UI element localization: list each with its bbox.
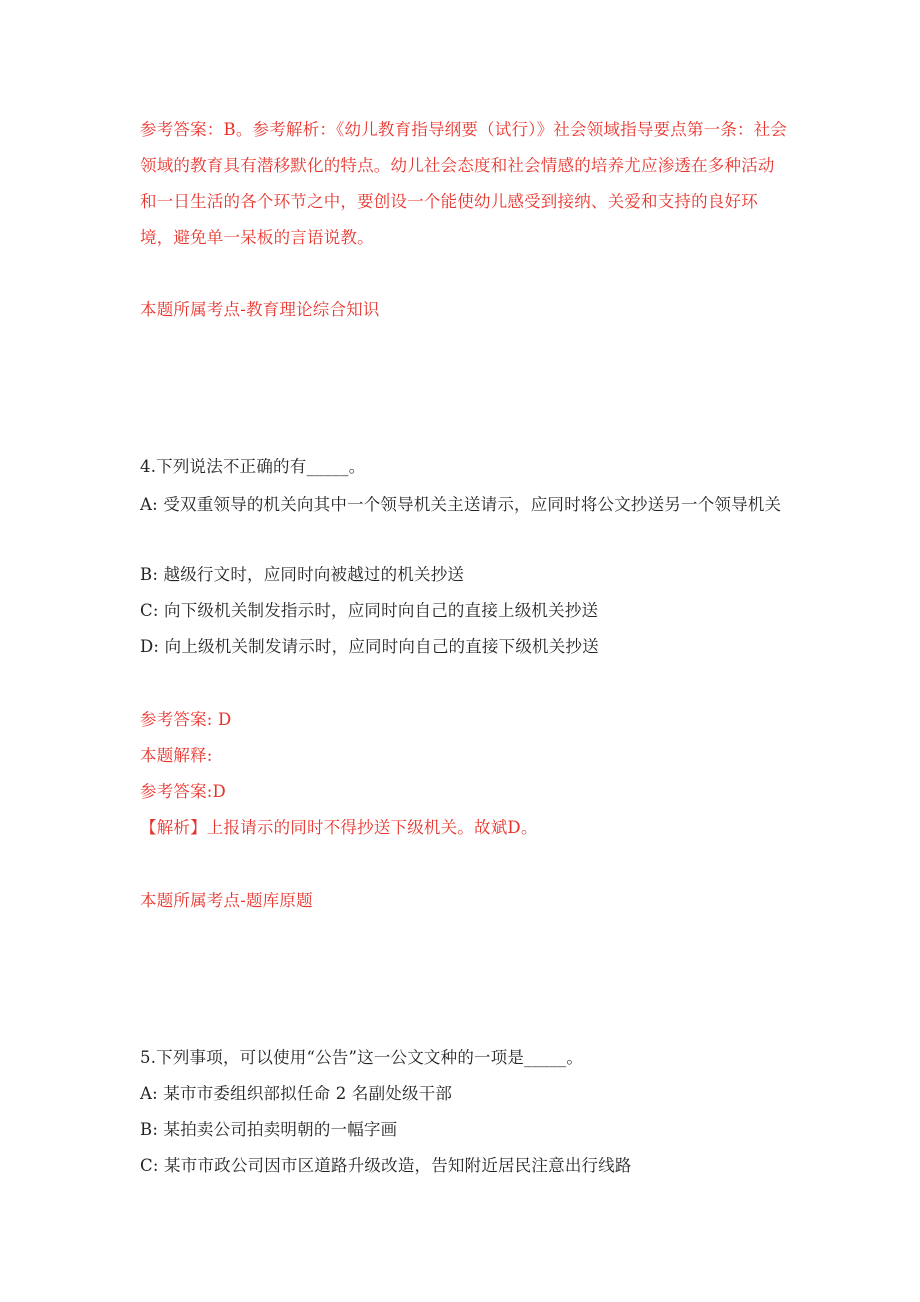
q4-topic: 本题所属考点-题库原题	[140, 891, 313, 910]
q4-option-c: C: 向下级机关制发指示时，应同时向自己的直接上级机关抄送	[140, 601, 599, 620]
q5-option-b: B: 某拍卖公司拍卖明朝的一幅字画	[140, 1120, 398, 1139]
q4-option-b: B: 越级行文时，应同时向被越过的机关抄送	[140, 565, 465, 584]
q3-answer-explanation: 参考答案：B。参考解析：《幼儿教育指导纲要（试行）》社会领域指导要点第一条：社会领域的教育具有潜移默化的特点。幼儿社会态度和社会情感的培养尤应渗透在多种活动和一日生活的各个环节之中，要创设一个能使幼儿感受到接纳、关爱和支持的良好环境，避免单一呆板的言语说教。	[140, 120, 788, 247]
q4-explain-label: 本题解释:	[140, 746, 213, 765]
q5-option-c: C: 某市市政公司因市区道路升级改造，告知附近居民注意出行线路	[140, 1156, 632, 1175]
q4-option-d: D: 向上级机关制发请示时，应同时向自己的直接下级机关抄送	[140, 637, 599, 656]
q4-question: 4.下列说法不正确的有_____。	[140, 457, 366, 476]
q4-option-a: A: 受双重领导的机关向其中一个领导机关主送请示，应同时将公文抄送另一个领导机关	[140, 495, 782, 514]
q5-question: 5.下列事项，可以使用“公告”这一公文文种的一项是_____。	[140, 1048, 584, 1067]
q4-analysis: 【解析】上报请示的同时不得抄送下级机关。故斌D。	[140, 818, 538, 837]
q5-option-a: A: 某市市委组织部拟任命 2 名副处级干部	[140, 1084, 453, 1103]
q4-answer-2: 参考答案:D	[140, 782, 226, 801]
q3-topic: 本题所属考点-教育理论综合知识	[140, 300, 380, 319]
q4-answer: 参考答案: D	[140, 710, 232, 729]
